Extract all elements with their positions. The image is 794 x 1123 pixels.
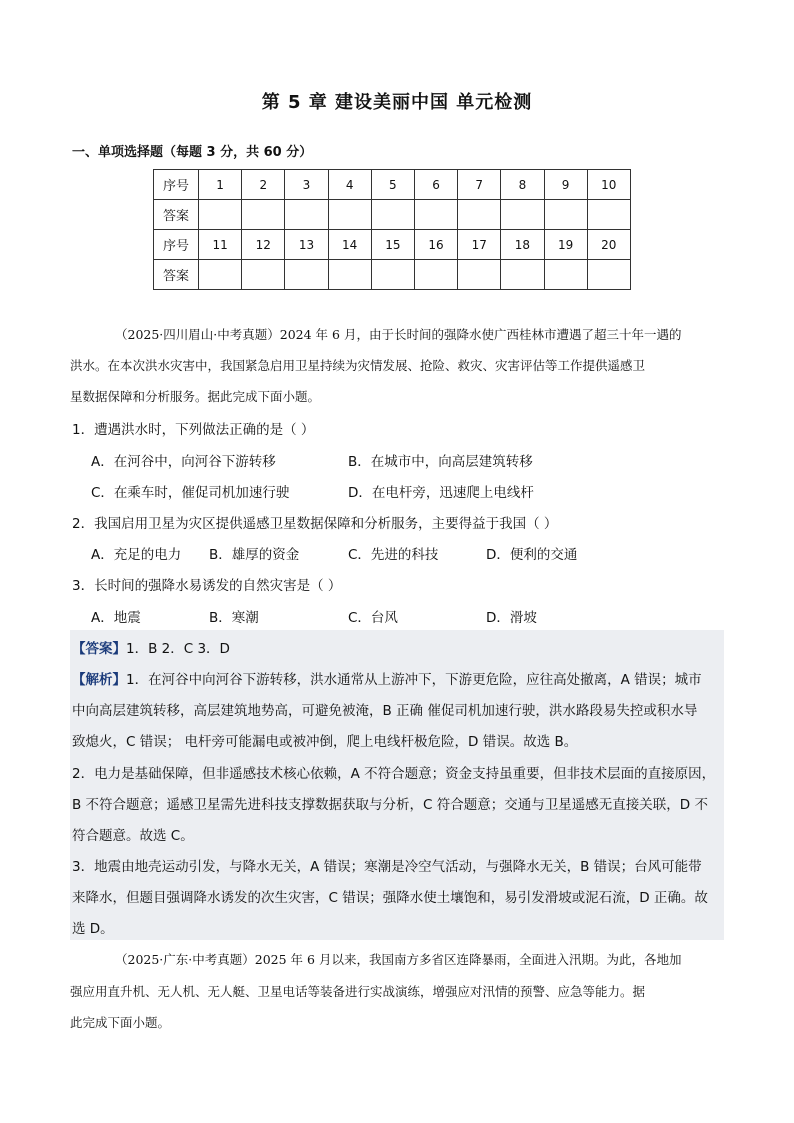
analysis-line: 选 D。 [72, 921, 114, 937]
analysis-line: 来降水，但题目强调降水诱发的次生灾害，C 错误；强降水使土壤饱和，易引发滑坡或泥石流，D 正确。故 [72, 890, 708, 906]
answer-grid [153, 169, 631, 290]
table-row [154, 230, 631, 260]
table-cell: 17 [458, 230, 501, 260]
answer-line [72, 637, 230, 657]
answer-cell[interactable] [544, 200, 587, 230]
table-cell: 8 [501, 170, 544, 200]
answer-cell[interactable] [458, 200, 501, 230]
analysis-line: B 不符合题意；遥感卫星需先进科技支撑数据获取与分析，C 符合题意；交通与卫星遥感无直接关联，D 不 [72, 797, 708, 813]
passage-line: （2025·四川眉山·中考真题）2024 年 6 月，由于长时间的强降水使广西桂林市遭遇了超三十年一遇的 [115, 327, 682, 342]
table-cell: 7 [458, 170, 501, 200]
table-cell: 20 [587, 230, 630, 260]
answer-cell[interactable] [414, 200, 457, 230]
table-cell: 4 [328, 170, 371, 200]
answer-cell[interactable] [587, 260, 630, 290]
answer-cell[interactable] [458, 260, 501, 290]
row-label: 答案 [154, 260, 199, 290]
answer-cell[interactable] [544, 260, 587, 290]
option-c[interactable]: C．先进的科技 [348, 547, 439, 563]
analysis-line: 致熄火，C 错误； 电杆旁可能漏电或被冲倒，爬上电线杆极危险，D 错误。故选 B。 [72, 734, 578, 750]
section-heading: 一、单项选择题（每题 3 分，共 60 分） [72, 145, 313, 160]
answer-values: 1．B 2．C 3．D [126, 641, 230, 657]
question-stem: 1．遭遇洪水时，下列做法正确的是（ ） [72, 422, 315, 438]
analysis-line: 3．地震由地壳运动引发，与降水无关，A 错误；寒潮是冷空气活动，与强降水无关，B 错误；台风可能带 [72, 859, 702, 875]
option-a[interactable]: A．在河谷中，向河谷下游转移 [91, 454, 276, 470]
passage-line: 洪水。在本次洪水灾害中，我国紧急启用卫星持续为灾情发展、抢险、救灾、灾害评估等工作提供遥感卫 [70, 358, 646, 373]
option-b[interactable]: B．寒潮 [209, 610, 259, 626]
analysis-line: 2．电力是基础保障，但非遥感技术核心依赖，A 不符合题意；资金支持虽重要，但非技术层面的直接原因， [72, 766, 716, 782]
answer-cell[interactable] [414, 260, 457, 290]
passage-line: 星数据保障和分析服务。据此完成下面小题。 [70, 389, 321, 404]
analysis-line: 中向高层建筑转移，高层建筑地势高，可避免被淹，B 正确 催促司机加速行驶，洪水路段易失控或积水导 [72, 703, 698, 719]
analysis-text: 1．在河谷中向河谷下游转移，洪水通常从上游冲下，下游更危险，应往高处撤离，A 错误；城市 [126, 672, 702, 688]
row-label: 序号 [154, 230, 199, 260]
answer-cell[interactable] [285, 200, 328, 230]
table-cell: 14 [328, 230, 371, 260]
option-b[interactable]: B．在城市中，向高层建筑转移 [348, 454, 533, 470]
table-row [154, 200, 631, 230]
table-cell: 6 [414, 170, 457, 200]
answer-cell[interactable] [501, 200, 544, 230]
analysis-tag: 【解析】 [72, 672, 126, 688]
passage-line: （2025·广东·中考真题）2025 年 6 月以来，我国南方多省区连降暴雨，全面进入汛期。为此，各地加 [115, 952, 682, 967]
table-cell: 19 [544, 230, 587, 260]
table-cell: 13 [285, 230, 328, 260]
row-label: 答案 [154, 200, 199, 230]
passage-line: 此完成下面小题。 [70, 1015, 171, 1030]
answer-cell[interactable] [242, 260, 285, 290]
table-cell: 10 [587, 170, 630, 200]
page-title: 第 5 章 建设美丽中国 单元检测 [261, 92, 533, 113]
table-cell: 5 [371, 170, 414, 200]
table-cell: 15 [371, 230, 414, 260]
answer-cell[interactable] [501, 260, 544, 290]
table-row [154, 170, 631, 200]
option-b[interactable]: B．雄厚的资金 [209, 547, 300, 563]
analysis-line [72, 668, 702, 688]
table-cell: 3 [285, 170, 328, 200]
table-cell: 11 [199, 230, 242, 260]
option-c[interactable]: C．台风 [348, 610, 398, 626]
answer-cell[interactable] [242, 200, 285, 230]
option-d[interactable]: D．便利的交通 [486, 547, 578, 563]
question-stem: 3．长时间的强降水易诱发的自然灾害是（ ） [72, 578, 342, 594]
option-a[interactable]: A．地震 [91, 610, 141, 626]
option-a[interactable]: A．充足的电力 [91, 547, 182, 563]
answer-cell[interactable] [371, 200, 414, 230]
answer-tag: 【答案】 [72, 641, 126, 657]
table-cell: 16 [414, 230, 457, 260]
table-cell: 9 [544, 170, 587, 200]
analysis-line: 符合题意。故选 C。 [72, 828, 194, 844]
table-cell: 1 [199, 170, 242, 200]
passage-line: 强应用直升机、无人机、无人艇、卫星电话等装备进行实战演练，增强应对汛情的预警、应急等能力。据 [70, 984, 646, 999]
option-d[interactable]: D．在电杆旁，迅速爬上电线杆 [348, 485, 534, 501]
option-c[interactable]: C．在乘车时，催促司机加速行驶 [91, 485, 290, 501]
table-cell: 12 [242, 230, 285, 260]
option-d[interactable]: D．滑坡 [486, 610, 537, 626]
table-cell: 18 [501, 230, 544, 260]
answer-cell[interactable] [199, 260, 242, 290]
table-row [154, 260, 631, 290]
answer-cell[interactable] [199, 200, 242, 230]
answer-cell[interactable] [285, 260, 328, 290]
answer-cell[interactable] [587, 200, 630, 230]
row-label: 序号 [154, 170, 199, 200]
answer-cell[interactable] [328, 260, 371, 290]
table-cell: 2 [242, 170, 285, 200]
answer-cell[interactable] [371, 260, 414, 290]
answer-cell[interactable] [328, 200, 371, 230]
question-stem: 2．我国启用卫星为灾区提供遥感卫星数据保障和分析服务，主要得益于我国（ ） [72, 516, 558, 532]
